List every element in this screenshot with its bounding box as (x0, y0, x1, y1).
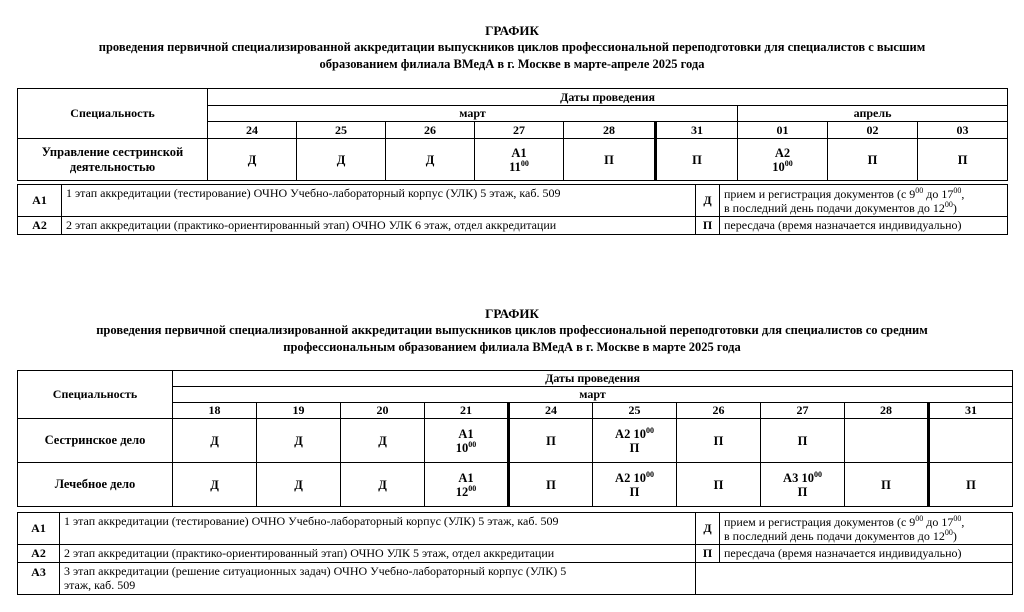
schedule-cell: Д (257, 463, 341, 507)
schedule-2-subtitle-line1: проведения первичной специализированной аккредитации выпускников циклов профессиональной переподготовки для специалистов со средним (96, 323, 928, 337)
stage-time-minutes: 00 (468, 439, 477, 449)
stage-time-minutes: 00 (784, 158, 793, 168)
stage-time: 11 (509, 159, 521, 174)
legend-text-part: до 17 (923, 186, 954, 201)
schedule-1-table (17, 88, 1008, 181)
header-specialty: Специальность (18, 89, 208, 139)
schedule-cell (845, 419, 929, 463)
schedule-cell: Д (257, 419, 341, 463)
schedule-cell (929, 419, 1013, 463)
legend-code: Д (696, 185, 720, 217)
day-cell: 27 (475, 122, 564, 139)
day-cell: 28 (564, 122, 656, 139)
header-month-march: март (208, 106, 738, 122)
legend-text-part: этаж, каб. 509 (64, 578, 136, 592)
legend-code: А2 (18, 217, 62, 235)
legend-empty-cell (696, 563, 1013, 595)
legend-sup: 00 (944, 527, 953, 537)
day-cell: 26 (386, 122, 475, 139)
day-cell: 24 (208, 122, 297, 139)
legend-sup: 00 (953, 513, 962, 523)
schedule-cell (761, 463, 845, 507)
legend-sup: 00 (915, 513, 924, 523)
legend-text (720, 185, 1008, 217)
stage-time-minutes: 00 (520, 158, 529, 168)
legend-text: 2 этап аккредитации (практико-ориентированный этап) ОЧНО УЛК 5 этаж, отдел аккредитации (60, 545, 696, 563)
legend-sup: 00 (944, 199, 953, 209)
schedule-1-subtitle-line2: образованием филиала ВМедА в г. Москве в марте-апреле 2025 года (319, 57, 705, 71)
legend-code: П (696, 217, 720, 235)
schedule-cell: П (677, 419, 761, 463)
schedule-2-table (17, 370, 1013, 507)
schedule-cell (738, 139, 828, 181)
schedule-2-title: ГРАФИК (485, 306, 539, 321)
legend-code: П (696, 545, 720, 563)
legend-text-part: до 17 (923, 514, 954, 529)
schedule-cell: П (677, 463, 761, 507)
schedule-cell (593, 463, 677, 507)
schedule-cell (593, 419, 677, 463)
schedule-cell: Д (208, 139, 297, 181)
day-cell: 31 (656, 122, 738, 139)
day-cell: 25 (593, 403, 677, 419)
schedule-2-subtitle-line2: профессиональным образованием филиала ВМедА в г. Москве в марте 2025 года (283, 340, 741, 354)
legend-text: 2 этап аккредитации (практико-ориентированный этап) ОЧНО УЛК 6 этаж, отдел аккредитации (62, 217, 696, 235)
schedule-1-title: ГРАФИК (485, 23, 539, 38)
stage-label: А2 (774, 145, 791, 160)
schedule-cell: П (929, 463, 1013, 507)
day-cell: 21 (425, 403, 509, 419)
header-month-april: апрель (738, 106, 1008, 122)
day-cell: 24 (509, 403, 593, 419)
legend-text (720, 513, 1013, 545)
specialty-name-line2: деятельностью (69, 159, 156, 174)
stage-time-minutes: 00 (645, 425, 654, 435)
day-cell: 02 (828, 122, 918, 139)
legend-text-part: в последний день подачи документов до 12 (724, 200, 945, 215)
schedule-cell: Д (341, 463, 425, 507)
schedule-cell: Д (173, 419, 257, 463)
legend-code: А1 (18, 513, 60, 545)
header-dates: Даты проведения (173, 371, 1013, 387)
day-cell: 27 (761, 403, 845, 419)
schedule-cell: Д (341, 419, 425, 463)
stage-time-minutes: 00 (468, 483, 477, 493)
legend-text-part: , (961, 186, 965, 201)
legend-text-part: ) (952, 200, 957, 215)
day-cell: 26 (677, 403, 761, 419)
day-cell: 28 (845, 403, 929, 419)
day-cell: 18 (173, 403, 257, 419)
legend-code: А3 (18, 563, 60, 595)
day-cell: 20 (341, 403, 425, 419)
stage-time: 10 (455, 440, 469, 455)
stage-label: А1 (458, 470, 474, 485)
schedule-cell: Д (386, 139, 475, 181)
stage-label: П (629, 440, 640, 455)
legend-text: пересдача (время назначается индивидуально) (720, 217, 1008, 235)
specialty-name: Лечебное дело (18, 463, 173, 507)
day-cell: 01 (738, 122, 828, 139)
stage-label: А3 10 (783, 470, 814, 485)
legend-text: 1 этап аккредитации (тестирование) ОЧНО Учебно-лабораторный корпус (УЛК) 5 этаж, каб. 509 (62, 185, 696, 217)
schedule-cell (425, 419, 509, 463)
legend-code: Д (696, 513, 720, 545)
legend-text (60, 563, 696, 595)
schedule-cell: П (828, 139, 918, 181)
stage-label: А1 (511, 145, 527, 160)
legend-sup: 00 (953, 185, 962, 195)
stage-time: 12 (455, 484, 469, 499)
stage-time-minutes: 00 (645, 469, 654, 479)
day-cell: 31 (929, 403, 1013, 419)
legend-text-part: ) (952, 528, 957, 543)
legend-text-part: , (961, 514, 965, 529)
legend-text-part: прием и регистрация документов (с 9 (724, 514, 916, 529)
stage-time: 10 (772, 159, 785, 174)
legend-text-part: в последний день подачи документов до 12 (724, 528, 945, 543)
legend-code: А2 (18, 545, 60, 563)
specialty-name-line1: Управление сестринской (41, 144, 184, 159)
legend-text-part: 3 этап аккредитации (решение ситуационных задач) ОЧНО Учебно-лабораторный корпус (УЛК) 5 (64, 564, 567, 578)
schedule-cell: П (564, 139, 656, 181)
stage-label: А2 10 (615, 426, 646, 441)
schedule-cell: П (918, 139, 1008, 181)
legend-text-part: прием и регистрация документов (с 9 (724, 186, 916, 201)
day-cell: 19 (257, 403, 341, 419)
schedule-2-legend (17, 512, 1013, 595)
specialty-name: Сестринское дело (18, 419, 173, 463)
schedule-2-title-block (10, 305, 1014, 356)
legend-text: 1 этап аккредитации (тестирование) ОЧНО Учебно-лабораторный корпус (УЛК) 5 этаж, каб. 509 (60, 513, 696, 545)
schedule-cell: П (656, 139, 738, 181)
legend-sup: 00 (915, 185, 924, 195)
specialty-name (18, 139, 208, 181)
schedule-1-legend (17, 184, 1008, 235)
stage-label: П (797, 484, 808, 499)
schedule-cell: П (509, 419, 593, 463)
stage-label: А1 (458, 426, 474, 441)
schedule-cell: Д (173, 463, 257, 507)
schedule-cell: П (509, 463, 593, 507)
legend-text: пересдача (время назначается индивидуально) (720, 545, 1013, 563)
day-cell: 03 (918, 122, 1008, 139)
stage-label: П (629, 484, 640, 499)
legend-code: А1 (18, 185, 62, 217)
stage-time-minutes: 00 (813, 469, 822, 479)
header-month-march: март (173, 387, 1013, 403)
schedule-cell: П (845, 463, 929, 507)
header-dates: Даты проведения (208, 89, 1008, 106)
schedule-cell: Д (297, 139, 386, 181)
header-specialty: Специальность (18, 371, 173, 419)
schedule-1-title-block (10, 22, 1014, 73)
day-cell: 25 (297, 122, 386, 139)
schedule-cell: П (761, 419, 845, 463)
schedule-1-subtitle-line1: проведения первичной специализированной аккредитации выпускников циклов профессиональной переподготовки для специалистов с высшим (98, 40, 926, 54)
schedule-cell (425, 463, 509, 507)
stage-label: А2 10 (615, 470, 646, 485)
schedule-cell (475, 139, 564, 181)
